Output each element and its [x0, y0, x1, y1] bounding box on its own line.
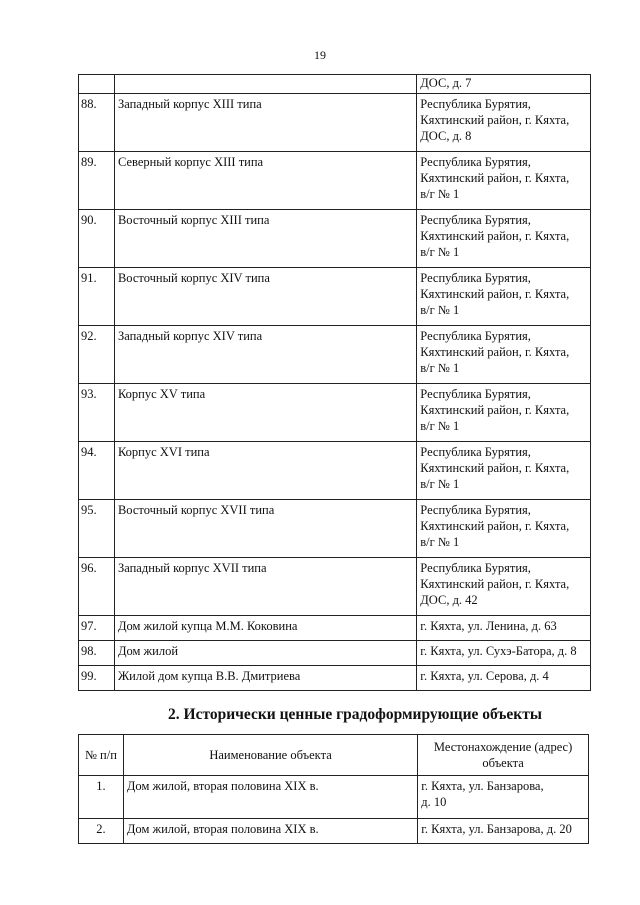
- object-address: Республика Бурятия, Кяхтинский район, г. Кяхта, в/г № 1: [417, 384, 591, 442]
- row-number: 93.: [79, 384, 115, 442]
- object-name: [114, 75, 416, 94]
- table-row: [79, 94, 591, 152]
- header-number: № п/п: [79, 735, 124, 776]
- object-address: Республика Бурятия, Кяхтинский район, г. Кяхта, ДОС, д. 42: [417, 558, 591, 616]
- table-row: [79, 75, 591, 94]
- table-header-row: [79, 735, 589, 776]
- object-name: Восточный корпус XIII типа: [114, 210, 416, 268]
- object-address: г. Кяхта, ул. Серова, д. 4: [417, 666, 591, 691]
- table-row: [79, 819, 589, 844]
- object-address: Республика Бурятия, Кяхтинский район, г. Кяхта, ДОС, д. 8: [417, 94, 591, 152]
- row-number: 2.: [79, 819, 124, 844]
- object-address: г. Кяхта, ул. Ленина, д. 63: [417, 616, 591, 641]
- table-row: [79, 210, 591, 268]
- object-name: Дом жилой: [114, 641, 416, 666]
- object-address: Республика Бурятия, Кяхтинский район, г. Кяхта, в/г № 1: [417, 500, 591, 558]
- row-number: 97.: [79, 616, 115, 641]
- object-name: Восточный корпус XVII типа: [114, 500, 416, 558]
- object-address: Республика Бурятия, Кяхтинский район, г. Кяхта, в/г № 1: [417, 152, 591, 210]
- object-name: Корпус XVI типа: [114, 442, 416, 500]
- table-row: [79, 442, 591, 500]
- object-address: ДОС, д. 7: [417, 75, 591, 94]
- object-name: Дом жилой, вторая половина XIX в.: [123, 819, 417, 844]
- row-number: 90.: [79, 210, 115, 268]
- object-name: Западный корпус XVII типа: [114, 558, 416, 616]
- row-number: 88.: [79, 94, 115, 152]
- header-address: Местонахождение (адрес) объекта: [418, 735, 589, 776]
- row-number: 92.: [79, 326, 115, 384]
- row-number: 98.: [79, 641, 115, 666]
- row-number: 99.: [79, 666, 115, 691]
- objects-table-continued: [78, 74, 591, 691]
- object-address: г. Кяхта, ул. Банзарова, д. 20: [418, 819, 589, 844]
- table-row: [79, 641, 591, 666]
- object-address: Республика Бурятия, Кяхтинский район, г. Кяхта, в/г № 1: [417, 268, 591, 326]
- row-number: 91.: [79, 268, 115, 326]
- object-name: Восточный корпус XIV типа: [114, 268, 416, 326]
- table-row: [79, 558, 591, 616]
- table-row: [79, 152, 591, 210]
- object-name: Дом жилой, вторая половина XIX в.: [123, 776, 417, 819]
- object-name: Северный корпус XIII типа: [114, 152, 416, 210]
- page-number: 19: [314, 48, 326, 62]
- object-name: Западный корпус XIV типа: [114, 326, 416, 384]
- table-row: [79, 666, 591, 691]
- row-number: 96.: [79, 558, 115, 616]
- object-name: Дом жилой купца М.М. Коковина: [114, 616, 416, 641]
- object-address: Республика Бурятия, Кяхтинский район, г. Кяхта, в/г № 1: [417, 442, 591, 500]
- table-row: [79, 268, 591, 326]
- row-number: 95.: [79, 500, 115, 558]
- object-name: Корпус XV типа: [114, 384, 416, 442]
- city-forming-objects-table: [78, 734, 589, 844]
- row-number: [79, 75, 115, 94]
- table-row: [79, 776, 589, 819]
- object-name: Жилой дом купца В.В. Дмитриева: [114, 666, 416, 691]
- table-row: [79, 384, 591, 442]
- object-address: Республика Бурятия, Кяхтинский район, г. Кяхта, в/г № 1: [417, 210, 591, 268]
- row-number: 1.: [79, 776, 124, 819]
- table-row: [79, 616, 591, 641]
- table-row: [79, 500, 591, 558]
- object-address: г. Кяхта, ул. Сухэ-Батора, д. 8: [417, 641, 591, 666]
- header-name: Наименование объекта: [123, 735, 417, 776]
- table-row: [79, 326, 591, 384]
- object-address: г. Кяхта, ул. Банзарова, д. 10: [418, 776, 589, 819]
- section-title: 2. Исторически ценные градоформирующие объекты: [168, 706, 542, 723]
- object-name: Западный корпус XIII типа: [114, 94, 416, 152]
- row-number: 94.: [79, 442, 115, 500]
- row-number: 89.: [79, 152, 115, 210]
- object-address: Республика Бурятия, Кяхтинский район, г. Кяхта, в/г № 1: [417, 326, 591, 384]
